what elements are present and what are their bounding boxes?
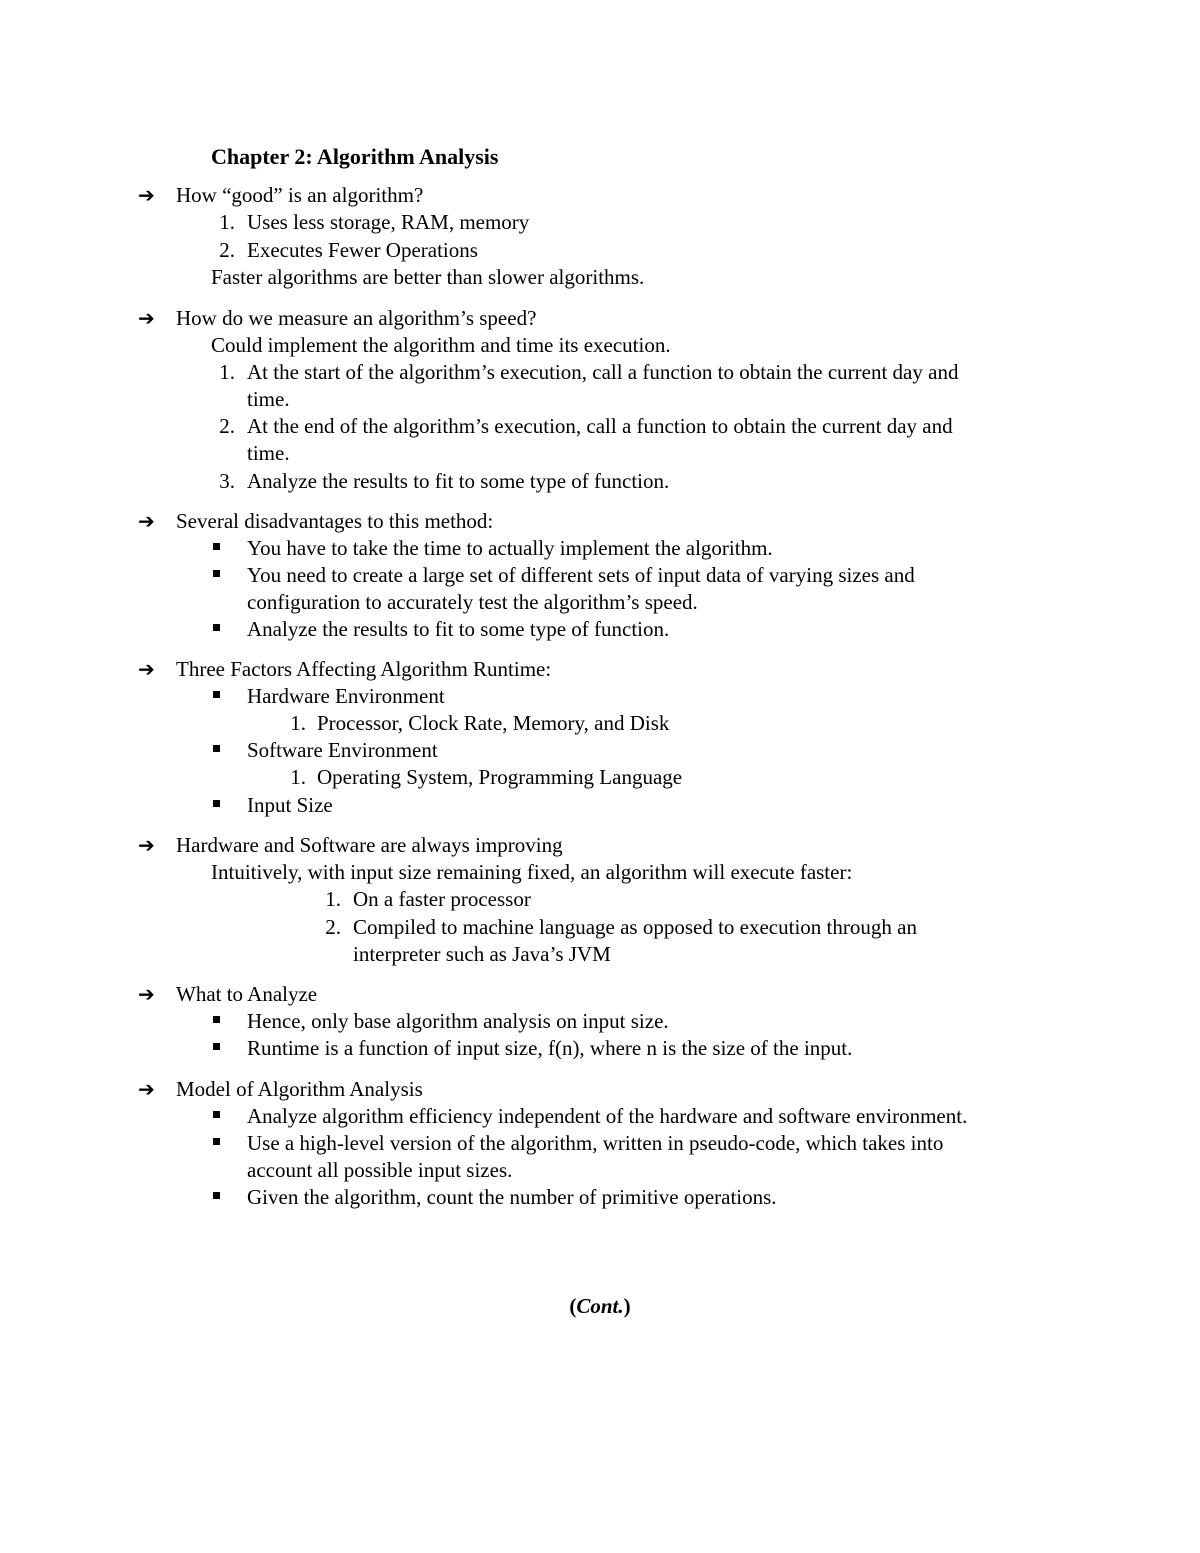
arrow-right-icon: ➔: [138, 306, 155, 330]
list-item: Analyze the results to fit to some type of function.: [247, 469, 670, 493]
list-item-continuation: interpreter such as Java’s JVM: [353, 942, 611, 966]
list-item: Runtime is a function of input size, f(n), where n is the size of the input.: [247, 1036, 853, 1060]
arrow-right-icon: ➔: [138, 833, 155, 857]
list-item: Given the algorithm, count the number of primitive operations.: [247, 1185, 777, 1209]
list-item: At the start of the algorithm’s execution, call a function to obtain the current day and: [247, 360, 959, 384]
section-heading: Three Factors Affecting Algorithm Runtime:: [176, 657, 552, 681]
square-bullet-icon: [213, 624, 220, 631]
list-item: Hence, only base algorithm analysis on input size.: [247, 1009, 669, 1033]
list-item: You have to take the time to actually implement the algorithm.: [247, 536, 773, 560]
list-item-continuation: configuration to accurately test the algorithm’s speed.: [247, 590, 698, 614]
section-heading: What to Analyze: [176, 982, 318, 1006]
list-item: Compiled to machine language as opposed to execution through an: [353, 915, 917, 939]
continued-close-paren: ): [623, 1294, 631, 1318]
square-bullet-icon: [213, 570, 220, 577]
square-bullet-icon: [213, 745, 220, 752]
arrow-right-icon: ➔: [138, 183, 155, 207]
square-bullet-icon: [213, 1016, 220, 1023]
square-bullet-icon: [213, 543, 220, 550]
list-item: Analyze the results to fit to some type of function.: [247, 617, 670, 641]
list-number: 1.: [290, 765, 306, 789]
section-heading: How “good” is an algorithm?: [176, 183, 424, 207]
list-item-continuation: time.: [247, 387, 290, 411]
list-item: Hardware Environment: [247, 684, 445, 708]
arrow-right-icon: ➔: [138, 509, 155, 533]
square-bullet-icon: [213, 800, 220, 807]
square-bullet-icon: [213, 1192, 220, 1199]
list-item: At the end of the algorithm’s execution, call a function to obtain the current day and: [247, 414, 953, 438]
list-number: 1.: [325, 887, 341, 911]
section-heading: Hardware and Software are always improving: [176, 833, 563, 857]
continued-note: [0, 1293, 1200, 1320]
section-intro: Could implement the algorithm and time its execution.: [211, 333, 671, 357]
list-number: 1.: [219, 360, 235, 384]
list-number: 1.: [219, 210, 235, 234]
section-note: Faster algorithms are better than slower algorithms.: [211, 265, 645, 289]
list-number: 2.: [219, 414, 235, 438]
list-number: 2.: [325, 915, 341, 939]
chapter-title: Chapter 2: Algorithm Analysis: [211, 144, 499, 169]
list-item: Uses less storage, RAM, memory: [247, 210, 530, 234]
list-item: Analyze algorithm efficiency independent of the hardware and software environment.: [247, 1104, 968, 1128]
list-number: 2.: [219, 238, 235, 262]
list-item: Input Size: [247, 793, 333, 817]
section-heading: Several disadvantages to this method:: [176, 509, 494, 533]
section-heading: Model of Algorithm Analysis: [176, 1077, 423, 1101]
list-number: 3.: [219, 469, 235, 493]
list-item: Use a high-level version of the algorithm, written in pseudo-code, which takes into: [247, 1131, 944, 1155]
section-heading: How do we measure an algorithm’s speed?: [176, 306, 537, 330]
square-bullet-icon: [213, 1138, 220, 1145]
arrow-right-icon: ➔: [138, 982, 155, 1006]
list-item: On a faster processor: [353, 887, 531, 911]
list-item-continuation: time.: [247, 441, 290, 465]
square-bullet-icon: [213, 1043, 220, 1050]
square-bullet-icon: [213, 1111, 220, 1118]
list-item: You need to create a large set of different sets of input data of varying sizes and: [247, 563, 915, 587]
list-item: Executes Fewer Operations: [247, 238, 478, 262]
list-item: Software Environment: [247, 738, 438, 762]
arrow-right-icon: ➔: [138, 657, 155, 681]
section-intro: Intuitively, with input size remaining fixed, an algorithm will execute faster:: [211, 860, 853, 884]
sub-list-item: Processor, Clock Rate, Memory, and Disk: [317, 711, 670, 735]
list-number: 1.: [290, 711, 306, 735]
sub-list-item: Operating System, Programming Language: [317, 765, 683, 789]
continued-label: Cont.: [576, 1294, 624, 1318]
list-item-continuation: account all possible input sizes.: [247, 1158, 513, 1182]
arrow-right-icon: ➔: [138, 1077, 155, 1101]
square-bullet-icon: [213, 691, 220, 698]
continued-open-paren: (: [569, 1294, 577, 1318]
